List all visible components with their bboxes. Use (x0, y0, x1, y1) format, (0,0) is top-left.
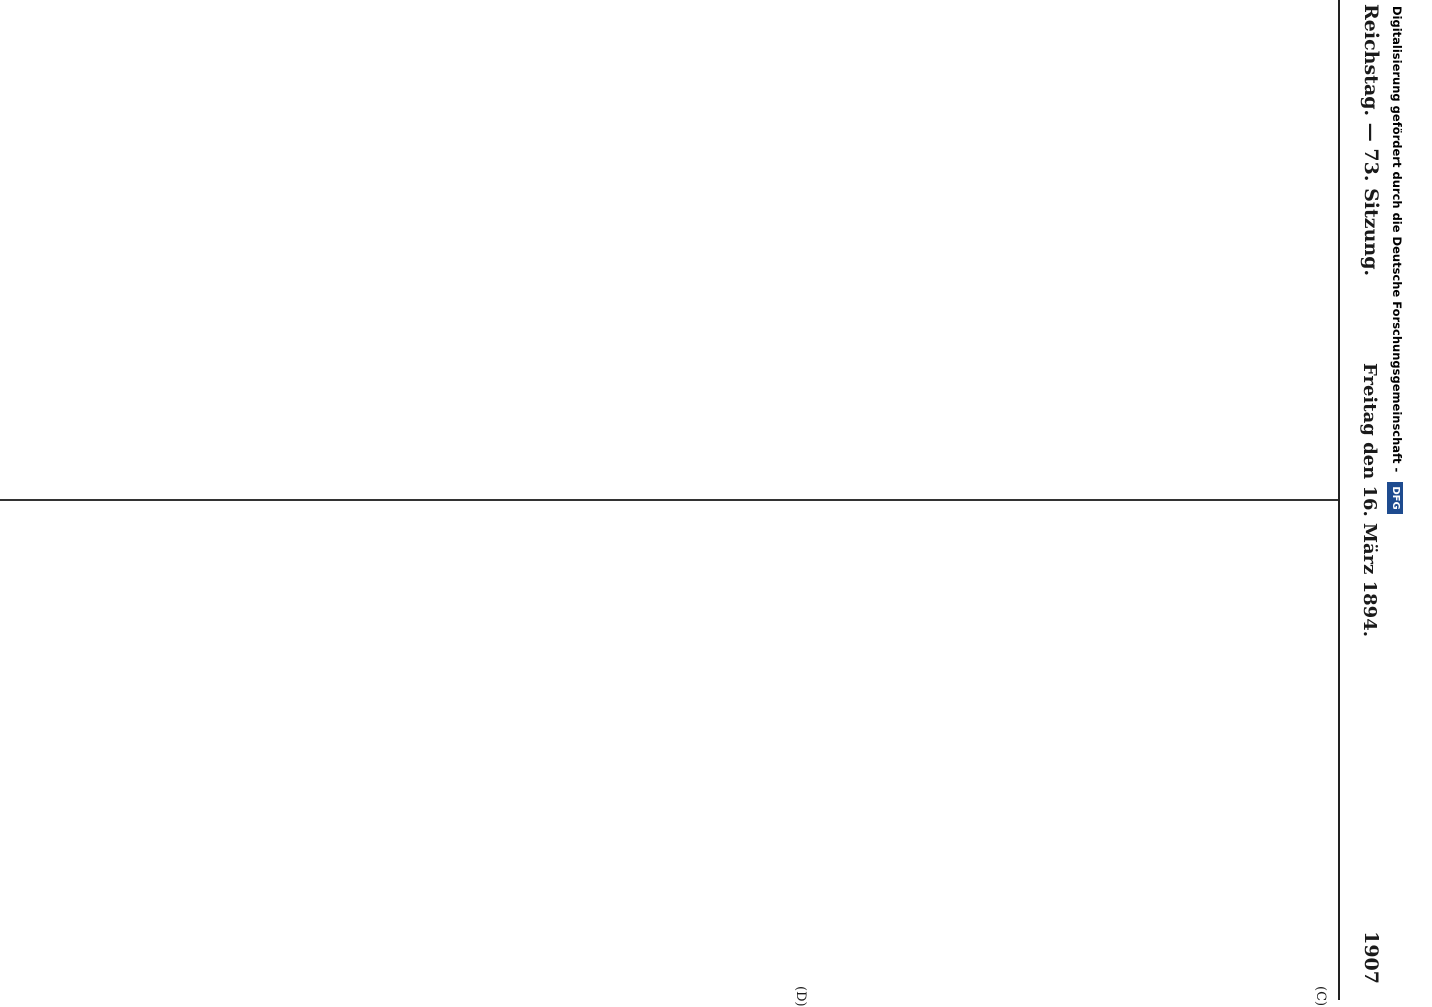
text-line (860, 2, 883, 488)
text-line (837, 509, 860, 995)
text-line (1244, 509, 1267, 995)
text-line (882, 2, 905, 488)
text-line (1108, 509, 1131, 995)
text-line (1311, 509, 1334, 995)
text-line (1063, 509, 1086, 995)
text-line (46, 509, 69, 995)
text-line (837, 2, 860, 488)
text-line (769, 2, 792, 488)
text-line (634, 2, 657, 488)
text-line (475, 2, 498, 488)
section-marker-c: (C) (1313, 986, 1328, 1007)
text-line (792, 2, 815, 488)
text-line (1131, 2, 1154, 488)
text-line (995, 509, 1018, 995)
text-line (453, 2, 476, 488)
text-line (656, 2, 679, 488)
text-line (250, 2, 273, 488)
text-line (1198, 2, 1221, 488)
text-line (814, 2, 837, 488)
text-line (362, 2, 385, 488)
text-line (521, 2, 544, 488)
text-line (588, 509, 611, 995)
text-line (860, 509, 883, 995)
text-line (927, 509, 950, 995)
text-line (769, 509, 792, 995)
text-line (498, 509, 521, 995)
text-line (950, 2, 973, 488)
text-line (701, 2, 724, 488)
left-text-column (0, 2, 1334, 488)
text-line (362, 509, 385, 995)
text-line (724, 2, 747, 488)
text-line (724, 509, 747, 995)
text-line (995, 2, 1018, 488)
text-line (182, 2, 205, 488)
text-line (950, 509, 973, 995)
text-line (1, 2, 24, 488)
text-line (521, 509, 544, 995)
text-line (973, 509, 996, 995)
text-line (1289, 509, 1312, 995)
text-line (1085, 2, 1108, 488)
text-line (295, 2, 318, 488)
text-line (1063, 2, 1086, 488)
text-line (204, 2, 227, 488)
text-line (1176, 2, 1199, 488)
text-line (1244, 2, 1267, 488)
text-line (24, 2, 47, 488)
text-line (227, 509, 250, 995)
text-line (973, 2, 996, 488)
text-line (204, 509, 227, 995)
text-line (634, 509, 657, 995)
right-text-column (0, 509, 1334, 995)
text-line (747, 2, 770, 488)
text-line (272, 509, 295, 995)
text-line (1311, 2, 1334, 488)
text-line (1153, 509, 1176, 995)
text-line (69, 2, 92, 488)
text-line (905, 2, 928, 488)
text-line (1289, 2, 1312, 488)
text-line (475, 509, 498, 995)
text-line (159, 2, 182, 488)
text-line (566, 509, 589, 995)
stamp-text: Digitalisierung gefördert durch die Deutsche Forschungsgemeinschaft - (1390, 6, 1404, 473)
text-line (1176, 509, 1199, 995)
date-title: Freitag den 16. März 1894. (1359, 363, 1380, 637)
column-divider (0, 499, 1338, 501)
session-title: Reichstag. — 73. Sitzung. (1360, 4, 1382, 277)
text-line (1221, 2, 1244, 488)
text-line (543, 2, 566, 488)
text-line (137, 509, 160, 995)
text-line (317, 509, 340, 995)
text-line (408, 2, 431, 488)
text-line (611, 509, 634, 995)
text-line (498, 2, 521, 488)
text-line (1085, 509, 1108, 995)
text-line (1040, 509, 1063, 995)
text-line (814, 509, 837, 995)
text-line (46, 2, 69, 488)
text-line (1221, 509, 1244, 995)
text-line (1198, 509, 1221, 995)
text-line (385, 509, 408, 995)
text-line (611, 2, 634, 488)
text-line (1018, 509, 1041, 995)
text-line (340, 2, 363, 488)
text-line (747, 509, 770, 995)
text-line (408, 509, 431, 995)
text-line (679, 509, 702, 995)
text-line (656, 509, 679, 995)
text-line (1153, 2, 1176, 488)
text-line (272, 2, 295, 488)
running-header (1338, 0, 1390, 1000)
page-number: 1907 (1360, 931, 1382, 984)
section-marker-d: (D) (793, 986, 808, 1007)
text-line (1266, 2, 1289, 488)
digitization-stamp (1386, 6, 1408, 998)
text-line (1131, 509, 1154, 995)
text-line (701, 509, 724, 995)
text-line (1040, 2, 1063, 488)
text-line (792, 509, 815, 995)
text-line (317, 2, 340, 488)
text-line (295, 509, 318, 995)
text-line (679, 2, 702, 488)
text-line (430, 2, 453, 488)
text-line (1266, 509, 1289, 995)
text-line (227, 2, 250, 488)
text-line (905, 509, 928, 995)
text-line (927, 2, 950, 488)
text-line (69, 509, 92, 995)
text-line (137, 2, 160, 488)
text-line (543, 509, 566, 995)
text-line (114, 509, 137, 995)
text-line (1108, 2, 1131, 488)
text-line (430, 509, 453, 995)
text-line (91, 509, 114, 995)
text-line (114, 2, 137, 488)
text-line (250, 509, 273, 995)
text-line (566, 2, 589, 488)
text-line (91, 2, 114, 488)
text-line (182, 509, 205, 995)
text-line (385, 2, 408, 488)
dfg-logo: DFG (1387, 482, 1403, 513)
text-line (882, 509, 905, 995)
text-line (159, 509, 182, 995)
text-line (340, 509, 363, 995)
text-line (1018, 2, 1041, 488)
text-line (588, 2, 611, 488)
text-line (453, 509, 476, 995)
